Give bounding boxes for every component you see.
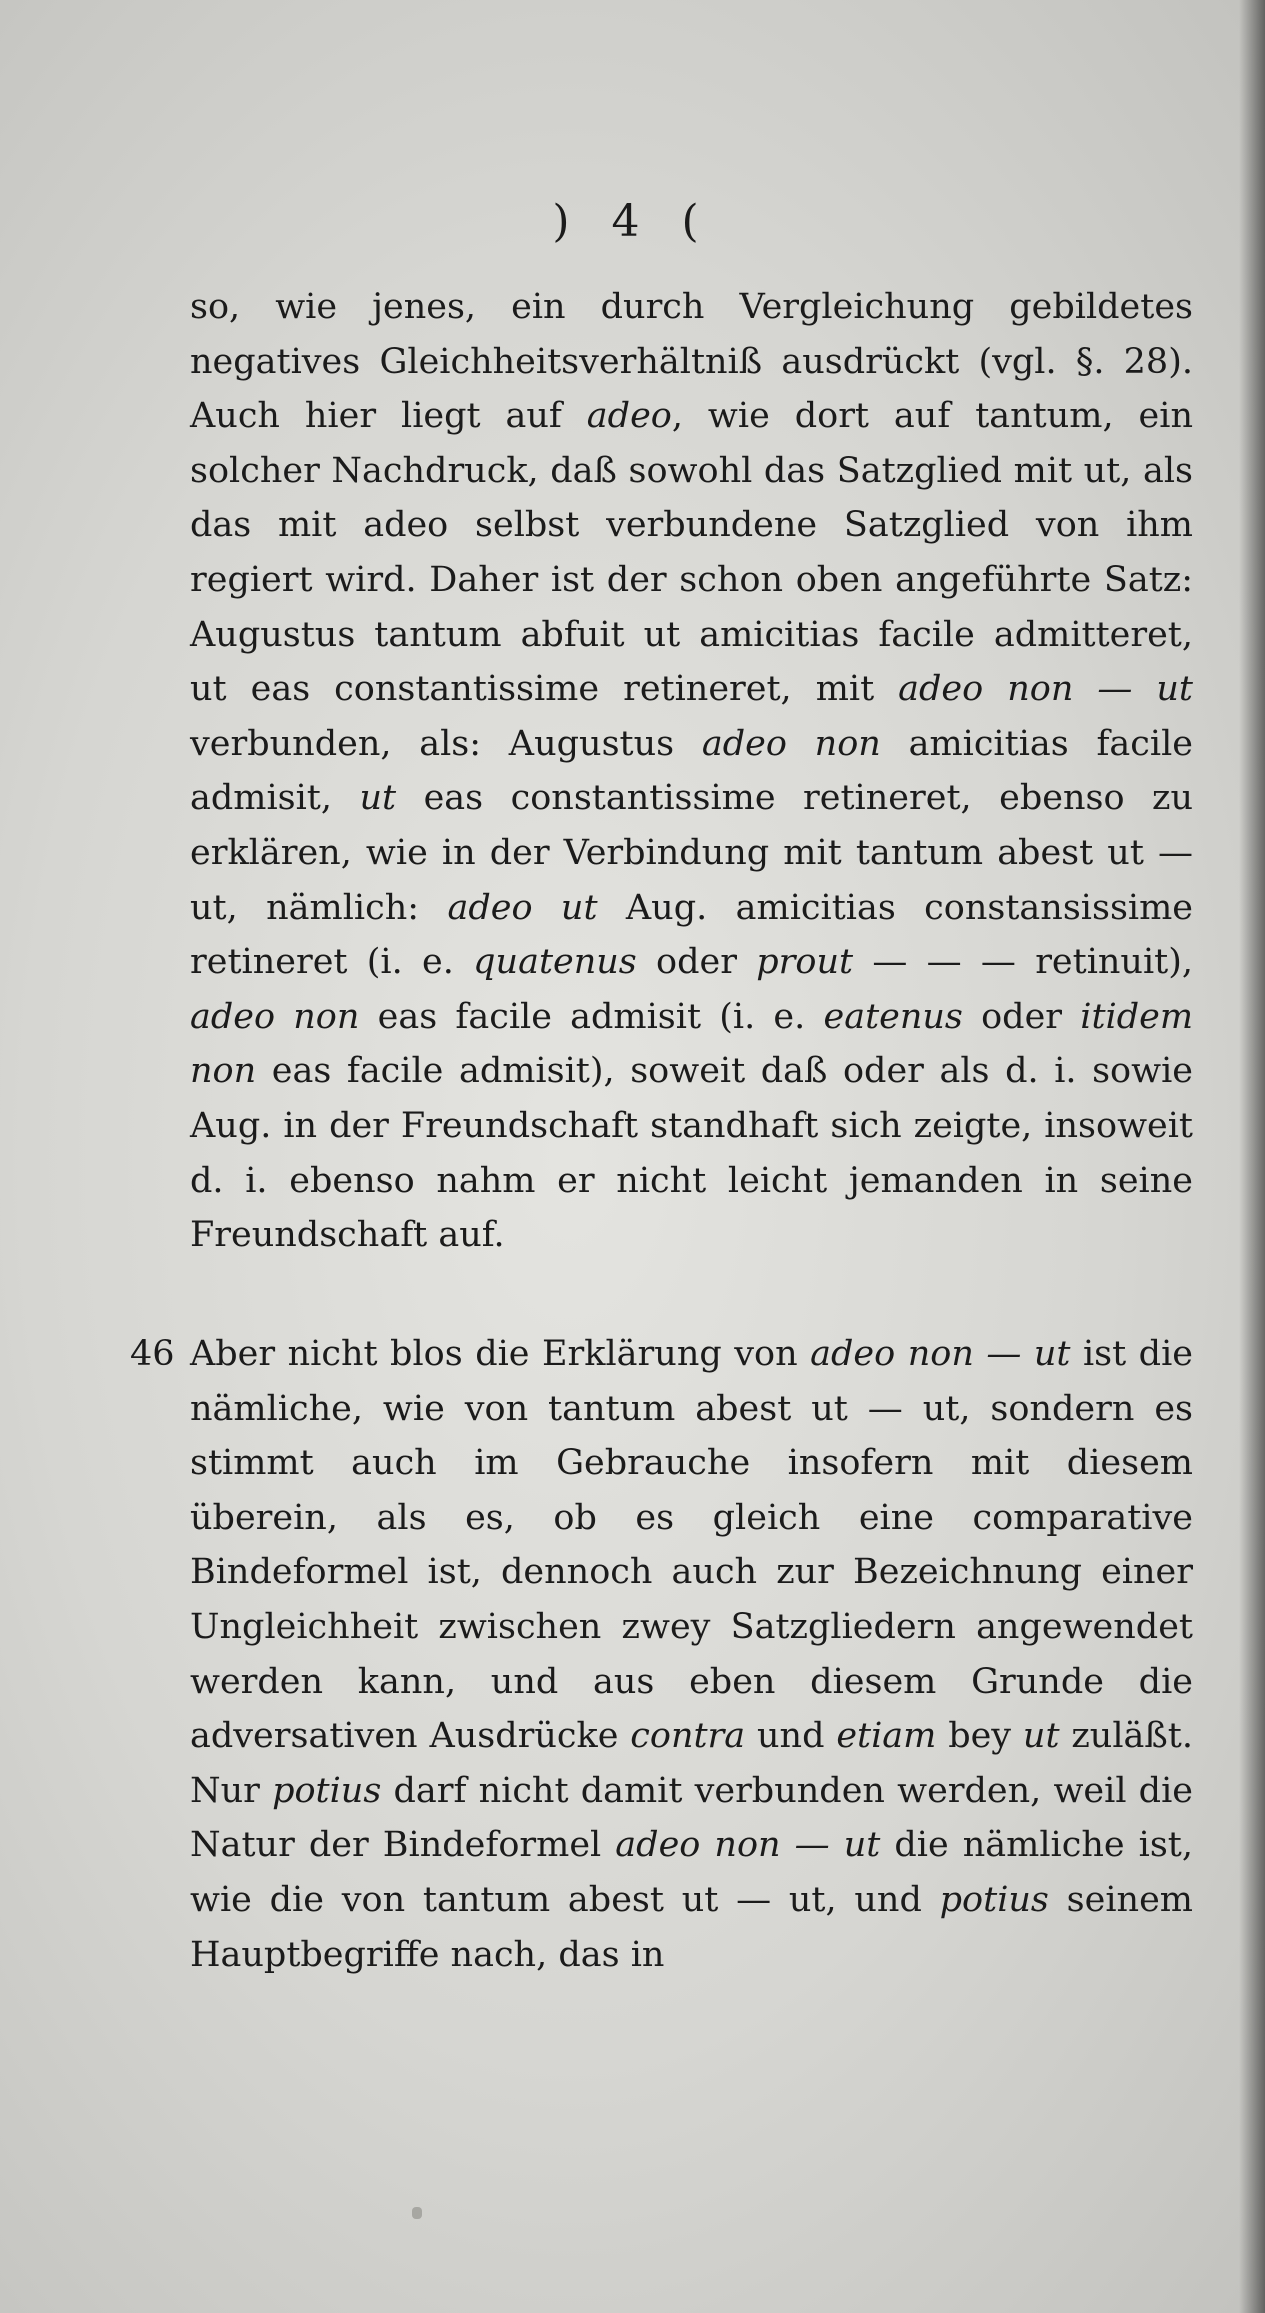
italic-phrase: adeo ut: [447, 887, 598, 928]
italic-phrase: potius: [272, 1770, 382, 1811]
italic-phrase: prout: [756, 942, 854, 983]
paragraph-2: [190, 1327, 1193, 1982]
text-run: eas facile admisit (i. e.: [359, 996, 824, 1037]
italic-phrase: contra: [630, 1716, 746, 1757]
text-run: seinem Hauptbegriffe nach, das in: [190, 1879, 1193, 1975]
italic-phrase: quatenus: [473, 942, 637, 983]
text-run: die nämliche ist, wie die von tantum abest ut — ut, und: [190, 1825, 1193, 1920]
text-run: Vergleichung gebildetes negatives Gleichheitsverhältniß: [190, 287, 1193, 382]
italic-phrase: adeo non — ut: [810, 1334, 1071, 1374]
text-run: darf nicht damit verbunden werden, weil die Natur der Bindeformel: [190, 1770, 1193, 1866]
text-run: bey: [936, 1716, 1023, 1757]
italic-phrase: itidem non: [190, 996, 1194, 1092]
text-run: so, wie jenes, ein durch: [190, 287, 740, 327]
text-run: ausdrückt (vgl. §. 28). Auch hier liegt auf: [190, 341, 1193, 437]
text-run: Aber nicht blos die Erklärung von: [190, 1334, 811, 1374]
page-gutter-shadow: [1239, 0, 1265, 2313]
text-run: — — — retinuit),: [853, 942, 1194, 983]
text-run: verbunden, als: Augustus: [190, 723, 702, 764]
italic-phrase: ut: [1022, 1716, 1060, 1757]
text-run: Aug. amicitias constansissime retineret (i. e.: [190, 887, 1193, 983]
italic-phrase: adeo: [586, 396, 672, 437]
ink-speck: [412, 2207, 422, 2219]
page-number-header: ) 4 (: [552, 196, 713, 247]
text-run: , wie dort auf tantum, ein solcher Nachdruck, daß sowohl das Satzglied mit ut, als das mit adeo selbst verbundene Satzglied von ihm regiert wird. Daher ist der schon oben angeführte Satz: Augustus tantum abfuit ut amicitias facile admitteret, ut eas constantissime retineret, mit: [190, 396, 1193, 710]
italic-phrase: adeo non — ut: [898, 669, 1193, 710]
italic-phrase: eatenus: [823, 996, 963, 1037]
text-run: und: [745, 1716, 837, 1757]
text-run: ist die nämliche, wie von tantum abest ut — ut, sondern es stimmt auch im Gebrauche insofern mit diesem überein, als es, ob es gleich eine comparative Bindeformel ist, dennoch auch zur Bezeichnung einer Ungleichheit zwischen zwey Satzgliedern angewendet werden kann, und aus eben diesem Grunde die adversativen Ausdrücke: [190, 1334, 1193, 1757]
text-run: oder: [962, 996, 1081, 1037]
text-run: oder: [636, 942, 757, 983]
text-run: zuläßt. Nur: [190, 1716, 1193, 1811]
text-run: amicitias facile admisit,: [190, 723, 1193, 819]
italic-phrase: potius: [939, 1879, 1049, 1920]
italic-phrase: ut: [359, 778, 397, 819]
text-run: eas facile admisit), soweit daß oder als d. i. sowie Aug. in der Freundschaft standhaft sich zeigte, insoweit d. i. ebenso nahm er nicht leicht jemanden in seine Freundschaft auf.: [190, 1051, 1193, 1256]
italic-phrase: adeo non — ut: [615, 1825, 881, 1866]
italic-phrase: etiam: [836, 1716, 937, 1757]
section-number: 46: [130, 1334, 175, 1374]
italic-phrase: adeo non: [701, 723, 881, 764]
italic-phrase: adeo non: [190, 996, 360, 1037]
paragraph-1: [190, 280, 1193, 1263]
text-run: eas constantissime retineret, ebenso zu erklären, wie in der Verbindung mit tantum abest ut — ut, nämlich:: [190, 778, 1194, 928]
